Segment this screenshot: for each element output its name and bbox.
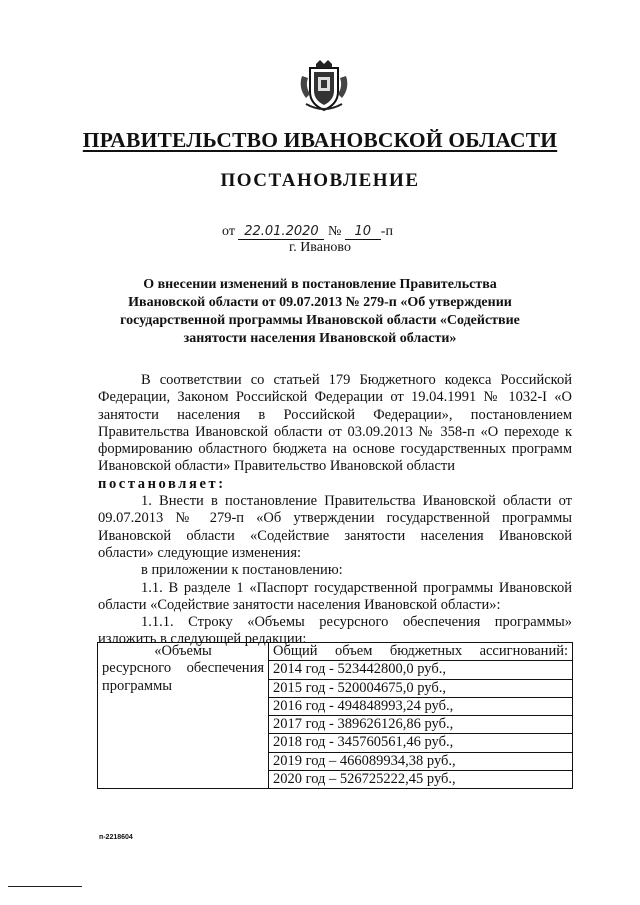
year-row: 2014 год - 523442800,0 руб.,	[269, 660, 572, 678]
government-title: ПРАВИТЕЛЬСТВО ИВАНОВСКОЙ ОБЛАСТИ	[82, 128, 558, 152]
heading-line: Ивановской области от 09.07.2013 № 279-п «Об утверждении	[128, 295, 512, 310]
item-1-1-1: 1.1.1. Строку «Объемы ресурсного обеспечения программы» изложить в следующей редакции:	[98, 614, 572, 648]
table-right-cell	[269, 643, 573, 789]
document-heading	[100, 276, 540, 348]
footer-code: п-2218604	[99, 834, 133, 841]
table-row	[98, 643, 573, 789]
year-row: 2015 год - 520004675,0 руб.,	[269, 679, 572, 697]
resources-table	[97, 642, 573, 789]
table-left-cell	[98, 643, 269, 789]
budget-header: Общий объем бюджетных ассигнований:	[273, 643, 568, 659]
preamble-paragraph	[98, 372, 572, 493]
date-number-line	[222, 224, 393, 240]
number-sign: №	[327, 224, 342, 239]
date-prefix: от	[222, 224, 235, 239]
left-cell-line: «Объемы	[154, 643, 212, 659]
document-body	[98, 372, 572, 649]
city: г. Иваново	[289, 240, 351, 255]
heading-line: О внесении изменений в постановление Правительства	[143, 277, 497, 292]
heading-line: занятости населения Ивановской области»	[183, 331, 457, 346]
number-suffix: -п	[380, 224, 393, 239]
left-cell-line: ресурсного обеспечения	[102, 660, 264, 677]
handwritten-date: 22.01.2020	[238, 225, 324, 240]
coat-of-arms-icon	[296, 58, 352, 114]
footer-divider	[8, 886, 82, 887]
left-cell-line: программы	[102, 677, 172, 694]
item-1: 1. Внести в постановление Правительства Ивановской области от 09.07.2013 № 279-п «Об утверждении государственной программы Ивановской области «Содействие занятости населения Ивановской области» следующие изменения:	[98, 493, 572, 561]
year-row: 2020 год – 526725222,45 руб.,	[269, 770, 572, 788]
year-row: 2017 год - 389626126,86 руб.,	[269, 715, 572, 733]
appendix-line: в приложении к постановлению:	[141, 562, 343, 579]
item-1-1: 1.1. В разделе 1 «Паспорт государственной программы Ивановской области «Содействие занятости населения Ивановской области»:	[98, 579, 572, 613]
document-type: ПОСТАНОВЛЕНИЕ	[220, 170, 420, 191]
decree-word: постановляет:	[98, 475, 226, 492]
heading-line: государственной программы Ивановской области «Содействие	[120, 313, 520, 328]
preamble-text: В соответствии со статьей 179 Бюджетного кодекса Российской Федерации, Законом Российской Федерации от 19.04.1991 № 1032-I «О занятости населения в Российской Федерации», постановлением Правительства Ивановской области от 03.09.2013 № 358-п «О переходе к формированию областного бюджета на основе государственных программ Ивановской области» Правительство Ивановской области	[98, 372, 572, 475]
year-row: 2019 год – 466089934,38 руб.,	[269, 752, 572, 770]
handwritten-number: 10	[345, 225, 381, 240]
year-row: 2018 год - 345760561,46 руб.,	[269, 733, 572, 751]
year-row: 2016 год - 494848993,24 руб.,	[269, 697, 572, 715]
